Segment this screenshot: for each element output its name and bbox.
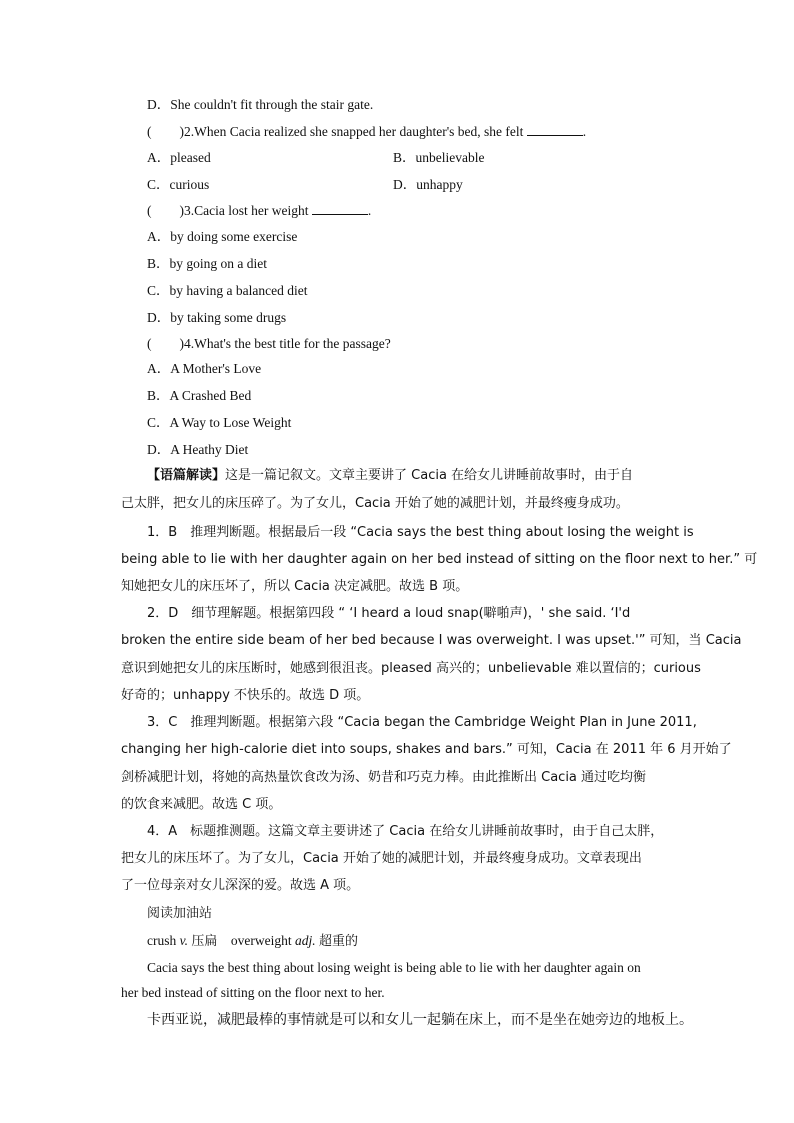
answer-3-line-2: changing her high-calorie diet into soups, shakes and bars.” 可知，Cacia 在 2011 年 6 月开始了 [121, 742, 732, 757]
q4-option-c: C．A Way to Lose Weight [147, 415, 292, 430]
analysis-heading: 【语篇解读】 [147, 468, 226, 483]
answer-2-line-1: 2．D 细节理解题。根据第四段 “ ‘I heard a loud snap(噼啪声)，' she said. ‘I'd [147, 606, 631, 621]
q2-stem: ( )2.When Cacia realized she snapped her daughter's bed, she felt . [147, 124, 587, 139]
answer-blank [527, 124, 583, 136]
answer-4-line-1: 4．A 标题推测题。这篇文章主要讲述了 Cacia 在给女儿讲睡前故事时，由于自己太胖， [147, 824, 664, 839]
answer-4-line-3: 了一位母亲对女儿深深的爱。故选 A 项。 [121, 878, 360, 893]
answer-3-line-4: 的饮食来减肥。故选 C 项。 [121, 797, 282, 812]
answer-1-line-1: 1．B 推理判断题。根据最后一段 “Cacia says the best thing about losing the weight is [147, 525, 694, 540]
q4-option-d: D．A Heathy Diet [147, 442, 249, 457]
answer-2-line-3: 意识到她把女儿的床压断时，她感到很沮丧。pleased 高兴的；unbelievable 难以置信的；curious [121, 661, 701, 676]
q4-option-a: A．A Mother's Love [147, 361, 262, 376]
q2-stem-text: )2.When Cacia realized she snapped her daughter's bed, she felt [179, 124, 524, 139]
answer-1-line-2: being able to lie with her daughter again on her bed instead of sitting on the floor next to her.” 可 [121, 552, 758, 567]
q2-option-b: B．unbelievable [393, 150, 485, 165]
q2-option-d: D．unhappy [393, 177, 463, 192]
q1-option-d: D．She couldn't fit through the stair gate. [147, 97, 374, 112]
vocab-line: crush v. 压扁 overweight adj. 超重的 [147, 933, 359, 949]
q2-option-a: A．pleased [147, 150, 211, 165]
q2-paren: ( [147, 124, 152, 139]
q4-stem-text: )4.What's the best title for the passage? [179, 336, 391, 351]
answer-1-line-3: 知她把女儿的床压坏了，所以 Cacia 决定减肥。故选 B 项。 [121, 579, 469, 594]
q3-stem: ( )3.Cacia lost her weight . [147, 203, 372, 218]
q3-option-d: D．by taking some drugs [147, 310, 287, 325]
answer-2-line-2: broken the entire side beam of her bed because I was overweight. I was upset.'” 可知，当 Cacia [121, 633, 742, 648]
sentence-translation: 卡西亚说，减肥最棒的事情就是可以和女儿一起躺在床上，而不是坐在她旁边的地板上。 [147, 1012, 693, 1028]
answer-2-line-4: 好奇的；unhappy 不快乐的。故选 D 项。 [121, 688, 370, 703]
q3-option-b: B．by going on a diet [147, 256, 267, 271]
q3-option-a: A．by doing some exercise [147, 229, 298, 244]
vocab-word-2: overweight [230, 933, 292, 948]
answer-blank [312, 203, 368, 215]
vocab-word-1: crush [147, 933, 177, 948]
q3-stem-text: )3.Cacia lost her weight [179, 203, 309, 218]
example-sentence-line-2: her bed instead of sitting on the floor next to her. [121, 985, 385, 1000]
q4-option-b: B．A Crashed Bed [147, 388, 252, 403]
example-sentence-line-1: Cacia says the best thing about losing weight is being able to lie with her daughter again on [147, 960, 641, 975]
analysis-intro-line-2: 己太胖，把女儿的床压碎了。为了女儿，Cacia 开始了她的减肥计划，并最终瘦身成功。 [121, 496, 629, 511]
q4-stem: ( )4.What's the best title for the passage? [147, 336, 391, 351]
analysis-intro-line-1: 【语篇解读】这是一篇记叙文。文章主要讲了 Cacia 在给女儿讲睡前故事时，由于自 [147, 468, 634, 483]
answer-4-line-2: 把女儿的床压坏了。为了女儿，Cacia 开始了她的减肥计划，并最终瘦身成功。文章表现出 [121, 851, 642, 866]
reading-boost-heading: 阅读加油站 [147, 906, 213, 921]
answer-3-line-1: 3．C 推理判断题。根据第六段 “Cacia began the Cambridge Weight Plan in June 2011, [147, 715, 697, 730]
q3-option-c: C．by having a balanced diet [147, 283, 308, 298]
q2-option-c: C．curious [147, 177, 210, 192]
answer-3-line-3: 剑桥减肥计划，将她的高热量饮食改为汤、奶昔和巧克力棒。由此推断出 Cacia 通过吃均衡 [121, 770, 647, 785]
